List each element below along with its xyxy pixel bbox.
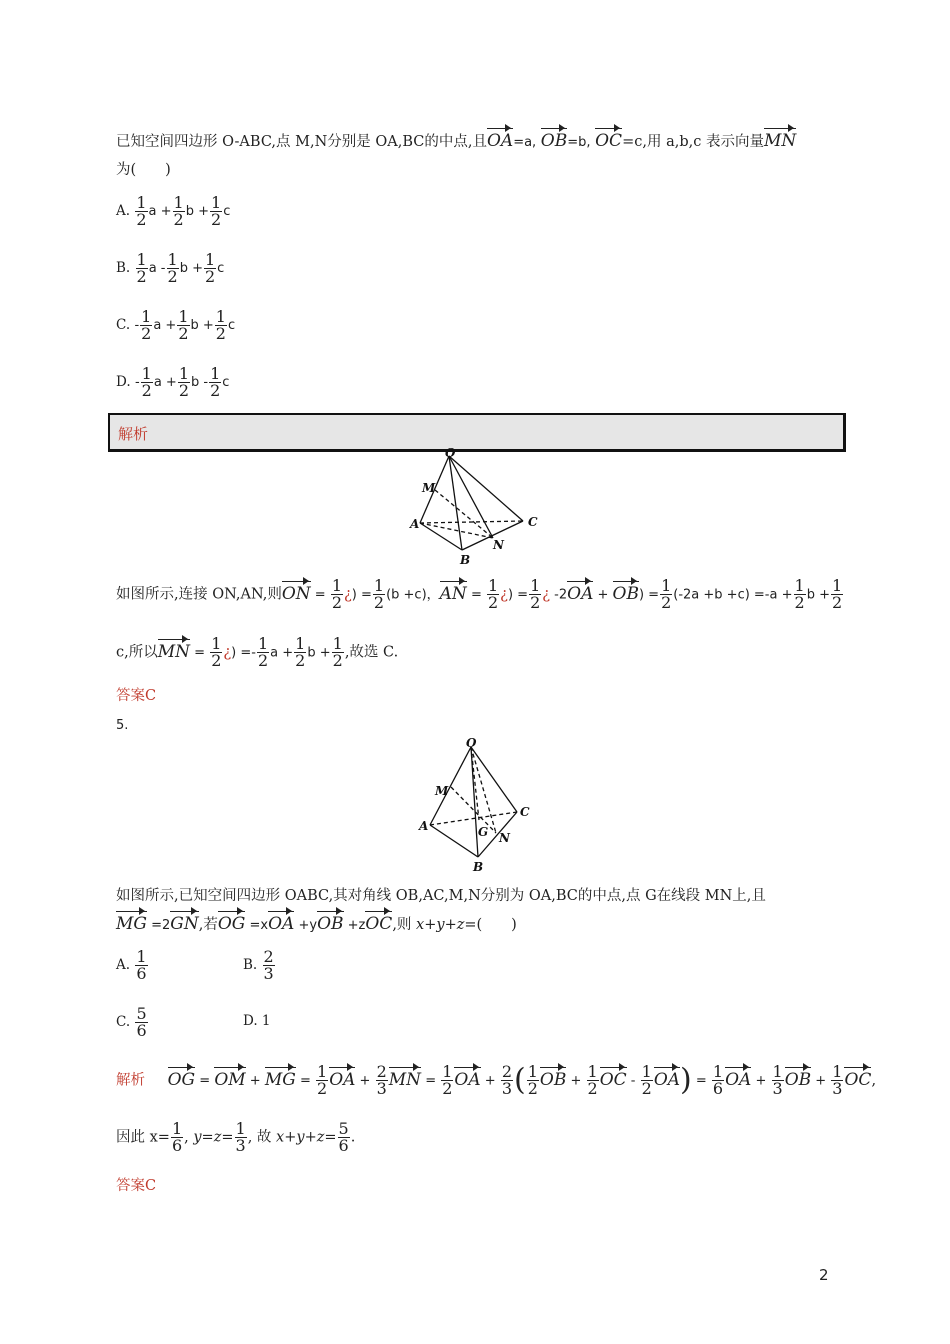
fraction: $\frac{1}{2}$ — [178, 364, 190, 400]
label-g-2: G — [478, 825, 489, 839]
q4-option-a: A. $\frac{1}{2}$ a + $\frac{1}{2}$ b + $\frac{1}{2}$ c — [116, 193, 231, 229]
fraction: $\frac{1}{2}$ — [167, 250, 178, 286]
q4-eq-b: =b, — [567, 135, 591, 150]
solution-header-box — [108, 413, 846, 452]
q4-solution-line2: c,所以MN = $\frac{1}{2}$ ¿) =- $\frac{1}{2}$ a + $\frac{1}{2}$ b + $\frac{1}{2}$ ,故选 C. — [116, 634, 399, 670]
vector-gn: GN — [170, 914, 199, 934]
vector-an: AN — [439, 583, 467, 604]
label-n-2: N — [499, 831, 510, 845]
fraction: $\frac{1}{2}$ — [215, 307, 226, 343]
label-a: A — [410, 517, 420, 531]
fraction: $\frac{1}{2}$ — [204, 250, 216, 286]
label-b-2: B — [473, 860, 484, 874]
vector-mn: MN — [763, 131, 797, 151]
page-number: 2 — [819, 1266, 829, 1284]
tetrahedron-figure-1 — [405, 448, 545, 568]
q4-stem-tail: 为( ) — [116, 162, 171, 178]
label-c: C — [528, 515, 538, 529]
q4-solution-text: 如图所示,连接 ON,AN,则 — [116, 586, 282, 603]
q4-eq-c: =c,用 a,b,c 表示向量 — [622, 134, 764, 150]
vector-oc: OC — [595, 131, 623, 151]
vector-oa: OA — [486, 131, 514, 151]
fraction: $\frac{1}{2}$ — [178, 307, 189, 343]
fraction: $\frac{1}{2}$ — [141, 307, 152, 343]
option-label: B. — [243, 957, 258, 973]
q5-solution-line1: 解析 OG = OM + MG = $\frac{1}{2}$ OA + $\frac{2}{3}$ MN = $\frac{1}{2}$ OA + $\frac{2}{3}$ ( $\frac{1}{2}$ OB + $\frac{1}{2}$ OC - $\frac{1}{2}$ OA) = $\frac{1}{6}$ OA + $\frac{1}{3}$ OB + $\frac{1}{3}$ OC, — [116, 1062, 877, 1098]
q4-answer: 答案C — [116, 688, 157, 704]
label-o: O — [445, 448, 456, 460]
q4-option-c: C. - $\frac{1}{2}$ a + $\frac{1}{2}$ b + $\frac{1}{2}$ c — [116, 307, 236, 343]
q5-option-a — [116, 949, 149, 982]
q4-eq-a: =a, — [513, 135, 537, 150]
q4-stem-line1 — [116, 131, 796, 153]
vector-ob: OB — [540, 131, 568, 151]
option-label: C. — [116, 1014, 131, 1030]
q5-stem-text: 如图所示,已知空间四边形 OABC,其对角线 OB,AC,M,N分别为 OA,BC的中点,点 G在线段 MN上,且 — [116, 888, 766, 904]
fraction: $\frac{1}{2}$ — [141, 364, 152, 400]
q4-solution-end: ,故选 C. — [344, 644, 399, 661]
q5-answer: 答案C — [116, 1178, 157, 1194]
label-c-2: C — [520, 805, 530, 819]
q5-solution-line2: 因此 x= $\frac{1}{6}$ , y=z= $\frac{1}{3}$ , 故 x+y+z= $\frac{5}{6}$ . — [116, 1119, 356, 1155]
label-b: B — [460, 553, 471, 567]
solution-label-2: 解析 — [116, 1072, 145, 1089]
q4-option-d: D. - $\frac{1}{2}$ a + $\frac{1}{2}$ b - $\frac{1}{2}$ c — [116, 364, 230, 400]
tetrahedron-figure-2 — [415, 735, 535, 875]
label-m-2: M — [435, 784, 449, 798]
option-label: B. — [116, 260, 131, 276]
fraction: $\frac{1}{2}$ — [210, 364, 221, 400]
vector-on: ON — [281, 583, 311, 604]
q5-option-b — [243, 949, 276, 982]
option-label: D. 1 — [243, 1013, 271, 1029]
vector-mg: MG — [116, 914, 147, 934]
q4-option-b: B. $\frac{1}{2}$ a - $\frac{1}{2}$ b + $\frac{1}{2}$ c — [116, 250, 225, 286]
option-label: A. — [116, 957, 131, 973]
option-label: C. — [116, 317, 131, 333]
fraction: $\frac{1}{6}$ — [136, 947, 147, 983]
solution-label: 解析 — [118, 425, 149, 443]
fraction: $\frac{5}{6}$ — [136, 1004, 147, 1040]
q5-stem-line1 — [116, 886, 766, 906]
q5-option-d — [243, 1011, 271, 1031]
q4-stem-text: 已知空间四边形 O-ABC,点 M,N分别是 OA,BC的中点,且 — [116, 134, 487, 150]
option-label: D. — [116, 374, 131, 390]
q4-stem-line2 — [116, 160, 171, 180]
fraction: $\frac{1}{2}$ — [136, 193, 147, 229]
vector-og: OG — [217, 914, 246, 934]
label-o-2: O — [466, 736, 477, 750]
fraction: $\frac{2}{3}$ — [263, 947, 274, 983]
vector-mn-2: MN — [157, 641, 191, 662]
fraction: $\frac{1}{2}$ — [136, 250, 147, 286]
q4-solution-cont: c,所以 — [116, 644, 158, 661]
q5-option-c — [116, 1006, 149, 1039]
q5-stem-line2: MG =2GN,若OG =xOA +yOB +zOC,则 x+y+z=( ) — [116, 914, 517, 934]
label-m: M — [422, 481, 436, 495]
label-n: N — [493, 538, 504, 552]
q5-solution-text: 因此 x= — [116, 1129, 170, 1146]
q4-solution-line1: 如图所示,连接 ON,AN,则ON = $\frac{1}{2}$ ¿) = $\frac{1}{2}$ (b +c)，AN = $\frac{1}{2}$ ¿) = $\frac{1}{2}$ ¿ -2OA + OB) = $\frac{1}{2}$ (-2a +b +c) =-a + $\frac{1}{2}$ b + $\frac{1}{2}$ — [116, 576, 843, 612]
label-a-2: A — [419, 819, 429, 833]
fraction: $\frac{1}{2}$ — [211, 193, 222, 229]
option-label: A. — [116, 203, 131, 219]
fraction: $\frac{1}{2}$ — [173, 193, 184, 229]
q5-number: 5. — [116, 718, 129, 733]
